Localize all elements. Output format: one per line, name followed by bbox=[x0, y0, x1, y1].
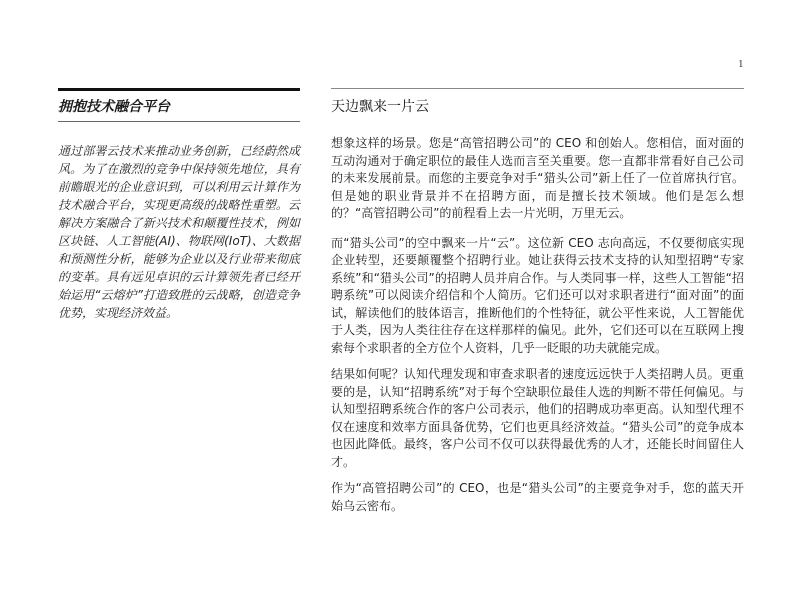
body-paragraph: 结果如何呢？认知代理发现和审查求职者的速度远远快于人类招聘人员。更重要的是，认知“招聘系统”对于每个空缺职位最佳人选的判断不带任何偏见。与认知型招聘系统合作的客户公司表示，他们的招聘成功率更高。认知型代理不仅在速度和效率方面具备优势，它们也更具经济效益。“猎头公司”的竞争成本也因此降低。最终，客户公司不仅可以获得最优秀的人才，还能长时间留住人才。 bbox=[331, 367, 744, 469]
left-sidebar-column bbox=[58, 88, 300, 322]
left-heading-rule bbox=[58, 121, 300, 122]
left-section-heading: 拥抱技术融合平台 bbox=[58, 99, 170, 115]
right-section-heading: 天边飘来一片云 bbox=[331, 99, 429, 115]
body-paragraph: 而“猎头公司”的空中飘来一片“云”。这位新 CEO 志向高远，不仅要彻底实现企业转型，还要颠覆整个招聘行业。她让获得云技术支持的认知型招聘“专家系统”和“猎头公司”的招聘人员并肩合作。与人类同事一样，这些人工智能“招聘系统”可以阅读介绍信和个人简历。它们还可以对求职者进行“面对面”的面试，解读他们的肢体语言，推断他们的个性特征，就公平性来说，人工智能优于人类，因为人类往往存在这样那样的偏见。此外，它们还可以在互联网上搜索每个求职者的全方位个人资料，几乎一眨眼的功夫就能完成。 bbox=[331, 235, 744, 355]
body-paragraph: 作为“高管招聘公司”的 CEO，也是“猎头公司”的主要竞争对手，您的蓝天开始乌云密布。 bbox=[331, 481, 744, 513]
right-top-rule bbox=[331, 88, 744, 89]
body-paragraph: 想象这样的场景。您是“高管招聘公司”的 CEO 和创始人。您相信，面对面的互动沟通对于确定职位的最佳人选而言至关重要。您一直都非常看好自己公司的未来发展前景。而您的主要竞争对手“猎头公司”新上任了一位首席执行官。但是她的职业背景并不在招聘方面，而是擅长技术领域。他们是怎么想的？“高管招聘公司”的前程看上去一片光明，万里无云。 bbox=[331, 136, 744, 220]
page-number: 1 bbox=[738, 58, 744, 70]
left-top-rule bbox=[58, 88, 300, 91]
right-body-text bbox=[331, 135, 744, 515]
right-main-column bbox=[331, 88, 744, 524]
left-intro-paragraph: 通过部署云技术来推动业务创新，已经蔚然成风。为了在激烈的竞争中保持领先地位，具有前瞻眼光的企业意识到，可以利用云计算作为技术融合平台，实现更高级的战略性重塑。云解决方案融合了新兴技术和颠覆性技术，例如区块链、人工智能(AI)、物联网(IoT)、大数据和预测性分析，能够为企业以及行业带来彻底的变革。具有远见卓识的云计算领先者已经开始运用“云熔炉”打造致胜的云战略，创造竞争优势，实现经济效益。 bbox=[58, 144, 300, 320]
